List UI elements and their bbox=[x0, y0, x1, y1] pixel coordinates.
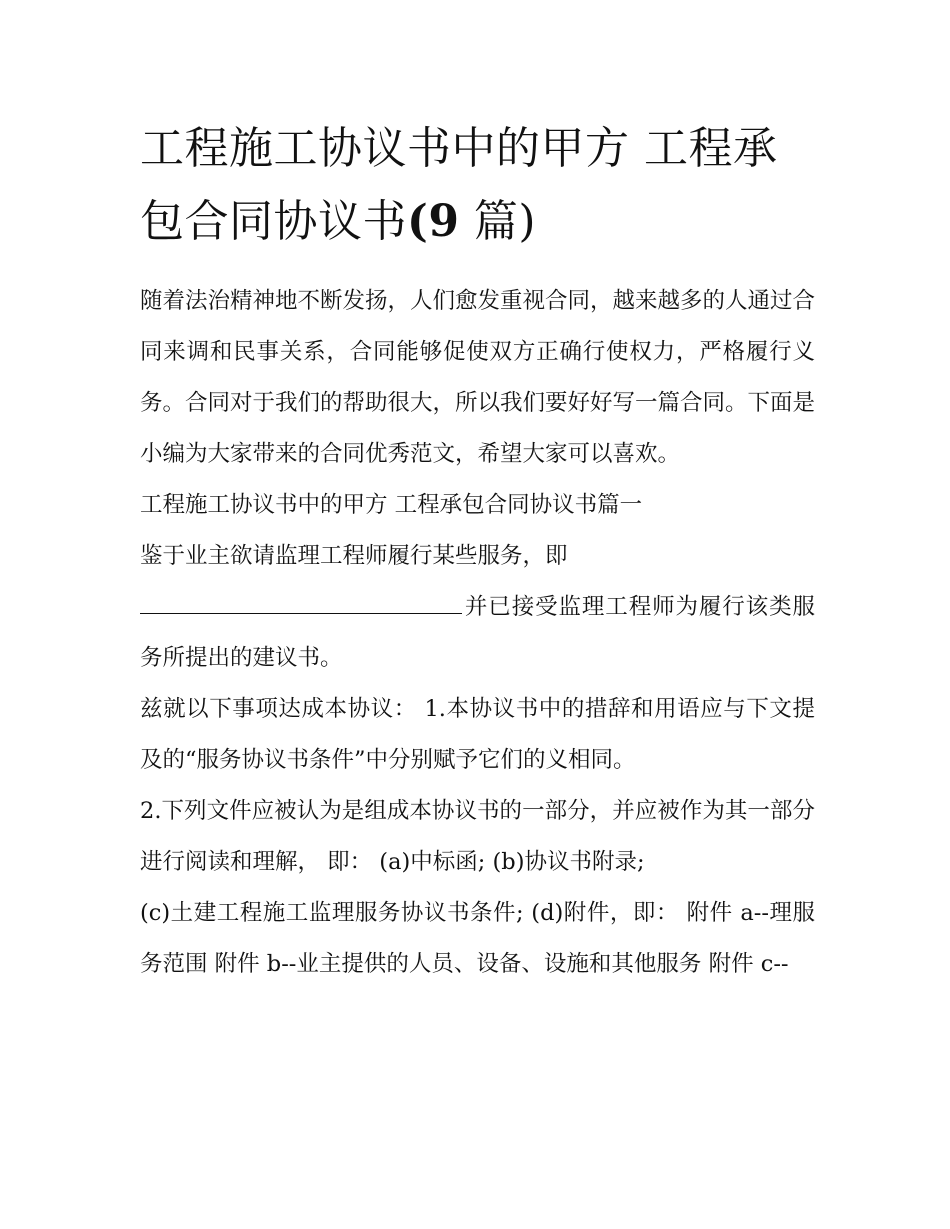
clause-blank-tail: 并已接受监理工程师为履行该类服务所提出的建议书。 bbox=[140, 594, 815, 671]
title-text: 工程施工协议书中的甲方 工程承包合同协议书 bbox=[140, 123, 778, 247]
clause-2-part-a: 2.下列文件应被认为是组成本协议书的一部分，并应被作为其一部分进行阅读和理解， 即： (a)中标函; (b)协议书附录; bbox=[140, 798, 815, 875]
clause-intro: 鉴于业主欲请监理工程师履行某些服务，即 bbox=[140, 543, 568, 569]
intro-paragraph: 随着法治精神地不断发扬，人们愈发重视合同，越来越多的人通过合同来调和民事关系，合同能够促使双方正确行使权力，严格履行义务。合同对于我们的帮助很大，所以我们要好好写一篇合同。下面是小编为大家带来的合同优秀范文，希望大家可以喜欢。 bbox=[140, 288, 816, 467]
title-suffix: 篇) bbox=[459, 196, 537, 247]
document-title bbox=[140, 112, 815, 258]
section-heading: 工程施工协议书中的甲方 工程承包合同协议书篇一 bbox=[140, 492, 643, 518]
clause-2-part-b: (c)土建工程施工监理服务协议书条件; (d)附件，即： 附件 a--理服务范围 附件 b--业主提供的人员、设备、设施和其他服务 附件 c-- bbox=[140, 900, 815, 977]
fill-in-blank-line bbox=[140, 591, 462, 614]
clause-agreement: 兹就以下事项达成本协议： 1.本协议书中的措辞和用语应与下文提及的“服务协议书条件”中分别赋予它们的义相同。 bbox=[140, 696, 815, 773]
document-page bbox=[140, 112, 815, 990]
clause-blank-paragraph bbox=[140, 582, 815, 684]
title-count: (9 bbox=[407, 196, 460, 247]
